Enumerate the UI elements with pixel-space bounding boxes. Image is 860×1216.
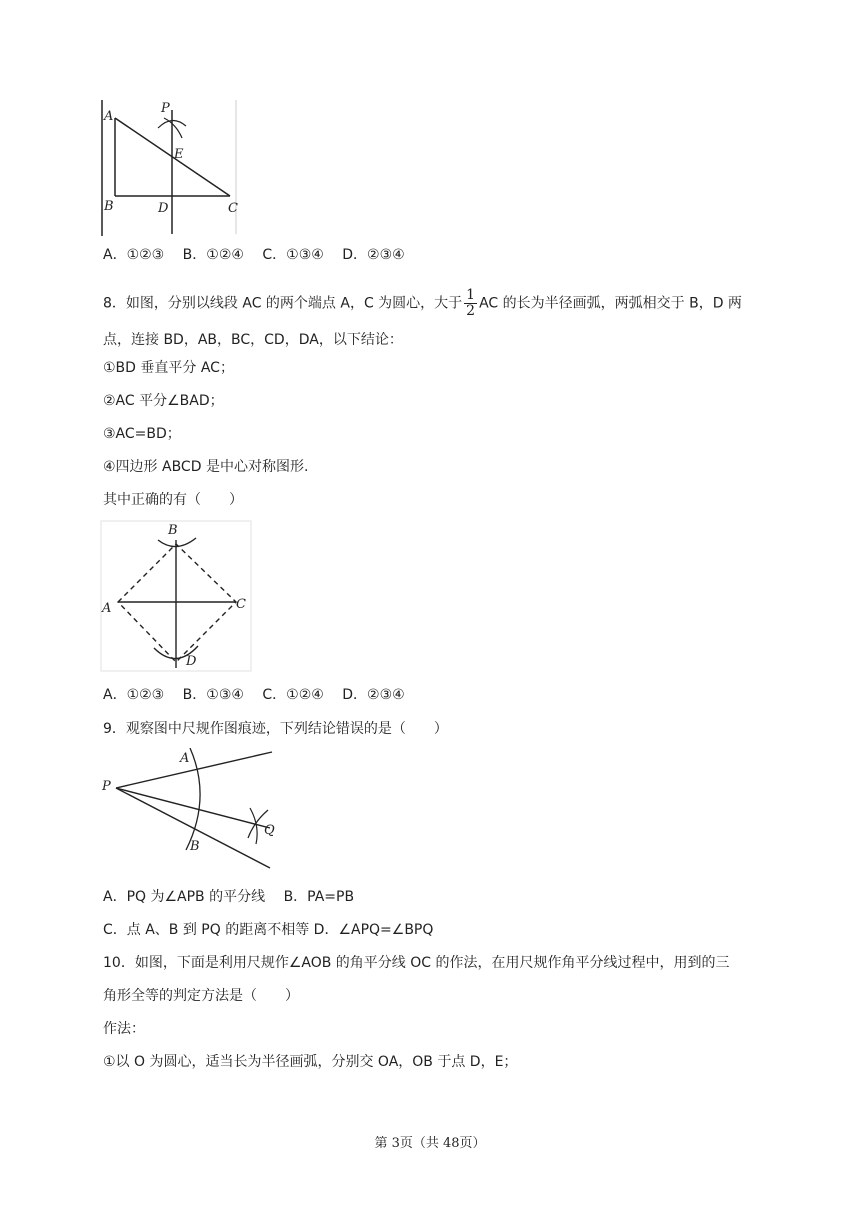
label-b: B (104, 199, 114, 214)
label-e: E (174, 147, 184, 162)
label-c: C (236, 597, 246, 612)
label-a: A (104, 109, 114, 124)
page-footer: 第 3页（共 48页） (374, 1136, 486, 1151)
q10-step1: ①以 O 为圆心，适当长为半径画弧，分别交 OA，OB 于点 D，E； (103, 1054, 518, 1070)
q8-figure (100, 520, 252, 672)
q10-stem-line2: 角形全等的判定方法是（ ） (103, 988, 299, 1004)
q8-item-4: ④四边形 ABCD 是中心对称图形. (103, 459, 309, 475)
ray-pq (116, 788, 270, 828)
label-d: D (158, 201, 169, 216)
q10-stem-line1: 10．如图，下面是利用尺规作∠AOB 的角平分线 OC 的作法，在用尺规作角平分线过程中，用到的三 (103, 955, 730, 971)
q9-options-line1: A．PQ 为∠APB 的平分线 B．PA=PB (103, 889, 355, 905)
label-q: Q (264, 823, 275, 838)
ray-pb (116, 788, 270, 868)
dashed-quadrilateral (118, 544, 236, 662)
label-p: P (161, 101, 170, 116)
label-d: D (186, 654, 197, 669)
q8-item-2: ②AC 平分∠BAD； (103, 393, 224, 409)
q7-figure (100, 98, 240, 238)
label-c: C (228, 201, 238, 216)
q9-stem: 9．观察图中尺规作图痕迹，下列结论错误的是（ ） (103, 721, 448, 737)
label-b: B (168, 523, 178, 538)
label-a: A (180, 751, 190, 766)
q8-item-3: ③AC=BD； (103, 426, 181, 442)
q8-stem-line2: 点，连接 BD，AB，BC，CD，DA，以下结论： (103, 332, 403, 348)
q8-stem-part1: 8．如图，分别以线段 AC 的两个端点 A，C 为圆心，大于 (103, 295, 463, 312)
q8-stem-line1 (103, 288, 742, 319)
label-p: P (102, 779, 111, 794)
q7-options: A．①②③ B．①②④ C．①③④ D．②③④ (103, 247, 405, 263)
fraction-denominator: 2 (466, 303, 476, 319)
q9-figure (100, 748, 280, 872)
q9-options-line2: C．点 A、B 到 PQ 的距离不相等 D．∠APQ=∠BPQ (103, 922, 434, 938)
fraction-numerator: 1 (466, 287, 476, 303)
label-b: B (190, 839, 200, 854)
q10-method-title: 作法： (103, 1021, 145, 1037)
q8-stem-part2: AC 的长为半径画弧，两弧相交于 B，D 两 (479, 295, 742, 312)
label-a: A (102, 601, 112, 616)
q8-options: A．①②③ B．①③④ C．①②④ D．②③④ (103, 687, 405, 703)
fraction-half (464, 288, 477, 319)
q8-item-1: ①BD 垂直平分 AC； (103, 360, 234, 376)
q8-ask: 其中正确的有（ ） (103, 492, 243, 508)
